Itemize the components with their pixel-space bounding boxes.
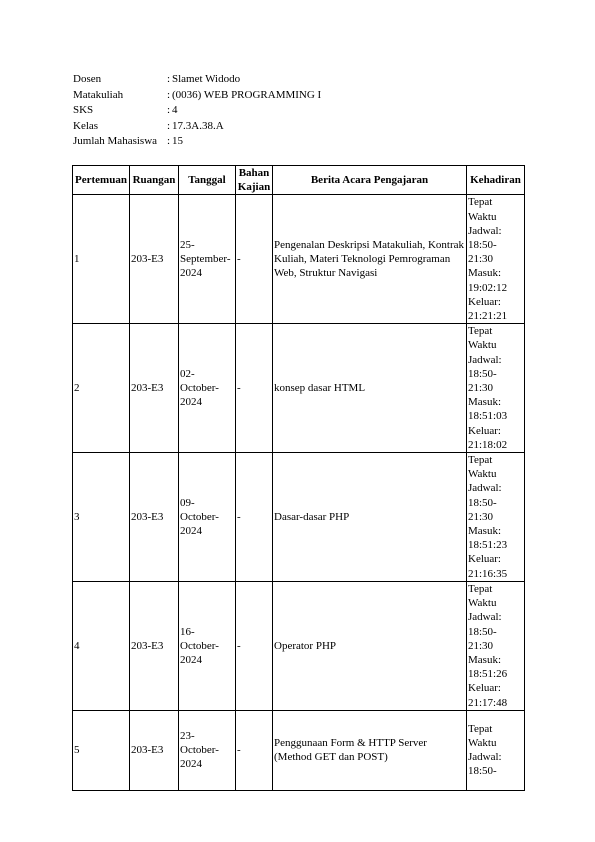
attendance-line: Masuk: xyxy=(468,267,501,280)
cell-pertemuan: 1 xyxy=(73,195,130,324)
attendance-line: 21:30 xyxy=(468,382,494,395)
attendance-line: Tepat xyxy=(468,582,493,595)
attendance-line: Tepat xyxy=(468,454,493,467)
date-line: 2024 xyxy=(180,267,202,280)
date-line: 09- xyxy=(180,496,195,509)
attendance-line: 19:02:12 xyxy=(468,281,508,294)
info-row-sks xyxy=(73,103,321,119)
attendance-line: Jadwal: xyxy=(468,224,502,237)
date-line: October- xyxy=(180,510,219,523)
info-row-dosen xyxy=(73,72,321,88)
cell-berita-acara: Dasar-dasar PHP xyxy=(273,453,467,582)
header-bahan-line: Bahan xyxy=(238,167,270,179)
cell-berita-acara: Operator PHP xyxy=(273,581,467,710)
attendance-line: Waktu xyxy=(468,597,497,610)
attendance-line: 18:51:26 xyxy=(468,668,508,681)
cell-tanggal xyxy=(179,581,236,710)
header-ruangan: Ruangan xyxy=(130,166,179,195)
date-line: 2024 xyxy=(180,758,202,771)
info-row-jumlah-mahasiswa xyxy=(73,134,321,150)
date-line: 16- xyxy=(180,625,195,638)
info-value: (0036) WEB PROGRAMMING I xyxy=(172,88,322,101)
date-line: 2024 xyxy=(180,525,202,538)
cell-ruangan: 203-E3 xyxy=(130,195,179,324)
cell-bahan-kajian: - xyxy=(236,195,273,324)
attendance-line: Waktu xyxy=(468,210,497,223)
cell-pertemuan: 5 xyxy=(73,710,130,790)
attendance-line: 18:50- xyxy=(468,765,497,778)
cell-bahan-kajian: - xyxy=(236,710,273,790)
attendance-line: Tepat xyxy=(468,722,493,735)
cell-kehadiran xyxy=(467,324,525,453)
table-row xyxy=(73,195,525,324)
attendance-line: Keluar: xyxy=(468,682,501,695)
attendance-line: 18:51:03 xyxy=(468,410,508,423)
cell-ruangan: 203-E3 xyxy=(130,324,179,453)
info-separator: : xyxy=(167,104,171,116)
attendance-line: 21:30 xyxy=(468,639,494,652)
attendance-line: 21:30 xyxy=(468,253,494,266)
info-label: Matakuliah xyxy=(73,88,124,101)
table-header-row xyxy=(73,166,525,195)
info-separator: : xyxy=(167,73,171,85)
table-row xyxy=(73,324,525,453)
date-line: 02- xyxy=(180,367,195,380)
cell-bahan-kajian: - xyxy=(236,453,273,582)
attendance-line: 18:50- xyxy=(468,239,497,252)
attendance-line: 18:50- xyxy=(468,367,497,380)
header-tanggal: Tanggal xyxy=(179,166,236,195)
cell-berita-acara: Penggunaan Form & HTTP Server (Method GET dan POST) xyxy=(273,710,467,790)
table-row xyxy=(73,710,525,790)
info-value: 15 xyxy=(172,135,183,147)
attendance-line: Tepat xyxy=(468,196,493,209)
attendance-line: Tepat xyxy=(468,325,493,338)
table-row xyxy=(73,453,525,582)
date-line: 25- xyxy=(180,239,195,252)
attendance-line: 21:30 xyxy=(468,510,494,523)
header-pertemuan: Pertemuan xyxy=(73,166,130,195)
attendance-line: Keluar: xyxy=(468,295,501,308)
cell-pertemuan: 2 xyxy=(73,324,130,453)
attendance-line: 18:51:23 xyxy=(468,539,508,552)
cell-ruangan: 203-E3 xyxy=(130,453,179,582)
info-label: Dosen xyxy=(73,73,102,85)
info-separator: : xyxy=(167,135,171,147)
info-value: Slamet Widodo xyxy=(172,73,241,85)
attendance-line: 18:50- xyxy=(468,496,497,509)
date-line: 2024 xyxy=(180,653,202,666)
cell-pertemuan: 4 xyxy=(73,581,130,710)
cell-kehadiran xyxy=(467,453,525,582)
header-kehadiran: Kehadiran xyxy=(467,166,525,195)
date-line: October- xyxy=(180,744,219,757)
date-line: September- xyxy=(180,253,231,266)
attendance-line: 21:17:48 xyxy=(468,696,508,709)
cell-tanggal xyxy=(179,710,236,790)
info-separator: : xyxy=(167,119,171,132)
info-label: Kelas xyxy=(73,119,99,132)
attendance-line: Waktu xyxy=(468,339,497,352)
attendance-line: Keluar: xyxy=(468,553,501,566)
header-bahan-line: Kajian xyxy=(237,181,271,194)
info-row-kelas xyxy=(73,119,321,135)
date-line: 23- xyxy=(180,729,195,742)
cell-pertemuan: 3 xyxy=(73,453,130,582)
cell-berita-acara: Pengenalan Deskripsi Matakuliah, Kontrak Kuliah, Materi Teknologi Pemrograman Web, Struktur Navigasi xyxy=(273,195,467,324)
date-line: October- xyxy=(180,639,219,652)
info-label: Jumlah Mahasiswa xyxy=(73,135,158,147)
attendance-line: Keluar: xyxy=(468,424,501,437)
cell-tanggal xyxy=(179,324,236,453)
attendance-line: Masuk: xyxy=(468,396,501,409)
info-label: SKS xyxy=(73,104,94,116)
lecture-report-table xyxy=(72,165,525,791)
attendance-line: Waktu xyxy=(468,468,497,481)
course-info xyxy=(73,72,321,150)
info-separator: : xyxy=(167,88,171,101)
attendance-line: Jadwal: xyxy=(468,353,502,366)
table-row xyxy=(73,581,525,710)
cell-berita-acara: konsep dasar HTML xyxy=(273,324,467,453)
attendance-line: Jadwal: xyxy=(468,482,502,495)
cell-ruangan: 203-E3 xyxy=(130,581,179,710)
cell-ruangan: 203-E3 xyxy=(130,710,179,790)
header-bahan-kajian xyxy=(236,166,273,195)
attendance-line: Masuk: xyxy=(468,653,501,666)
attendance-line: Waktu xyxy=(468,737,497,750)
cell-bahan-kajian: - xyxy=(236,324,273,453)
attendance-line: Jadwal: xyxy=(468,611,502,624)
info-row-matakuliah xyxy=(73,88,321,104)
cell-bahan-kajian: - xyxy=(236,581,273,710)
cell-tanggal xyxy=(179,453,236,582)
attendance-line: Jadwal: xyxy=(468,751,502,764)
info-value: 4 xyxy=(172,104,178,116)
attendance-line: Masuk: xyxy=(468,525,501,538)
attendance-line: 18:50- xyxy=(468,625,497,638)
cell-kehadiran xyxy=(467,710,525,790)
cell-kehadiran xyxy=(467,581,525,710)
info-value: 17.3A.38.A xyxy=(172,119,224,132)
attendance-line: 21:16:35 xyxy=(468,567,508,580)
header-berita-acara: Berita Acara Pengajaran xyxy=(273,166,467,195)
cell-kehadiran xyxy=(467,195,525,324)
date-line: 2024 xyxy=(180,396,202,409)
attendance-line: 21:18:02 xyxy=(468,438,508,451)
date-line: October- xyxy=(180,382,219,395)
cell-tanggal xyxy=(179,195,236,324)
attendance-line: 21:21:21 xyxy=(468,310,508,323)
